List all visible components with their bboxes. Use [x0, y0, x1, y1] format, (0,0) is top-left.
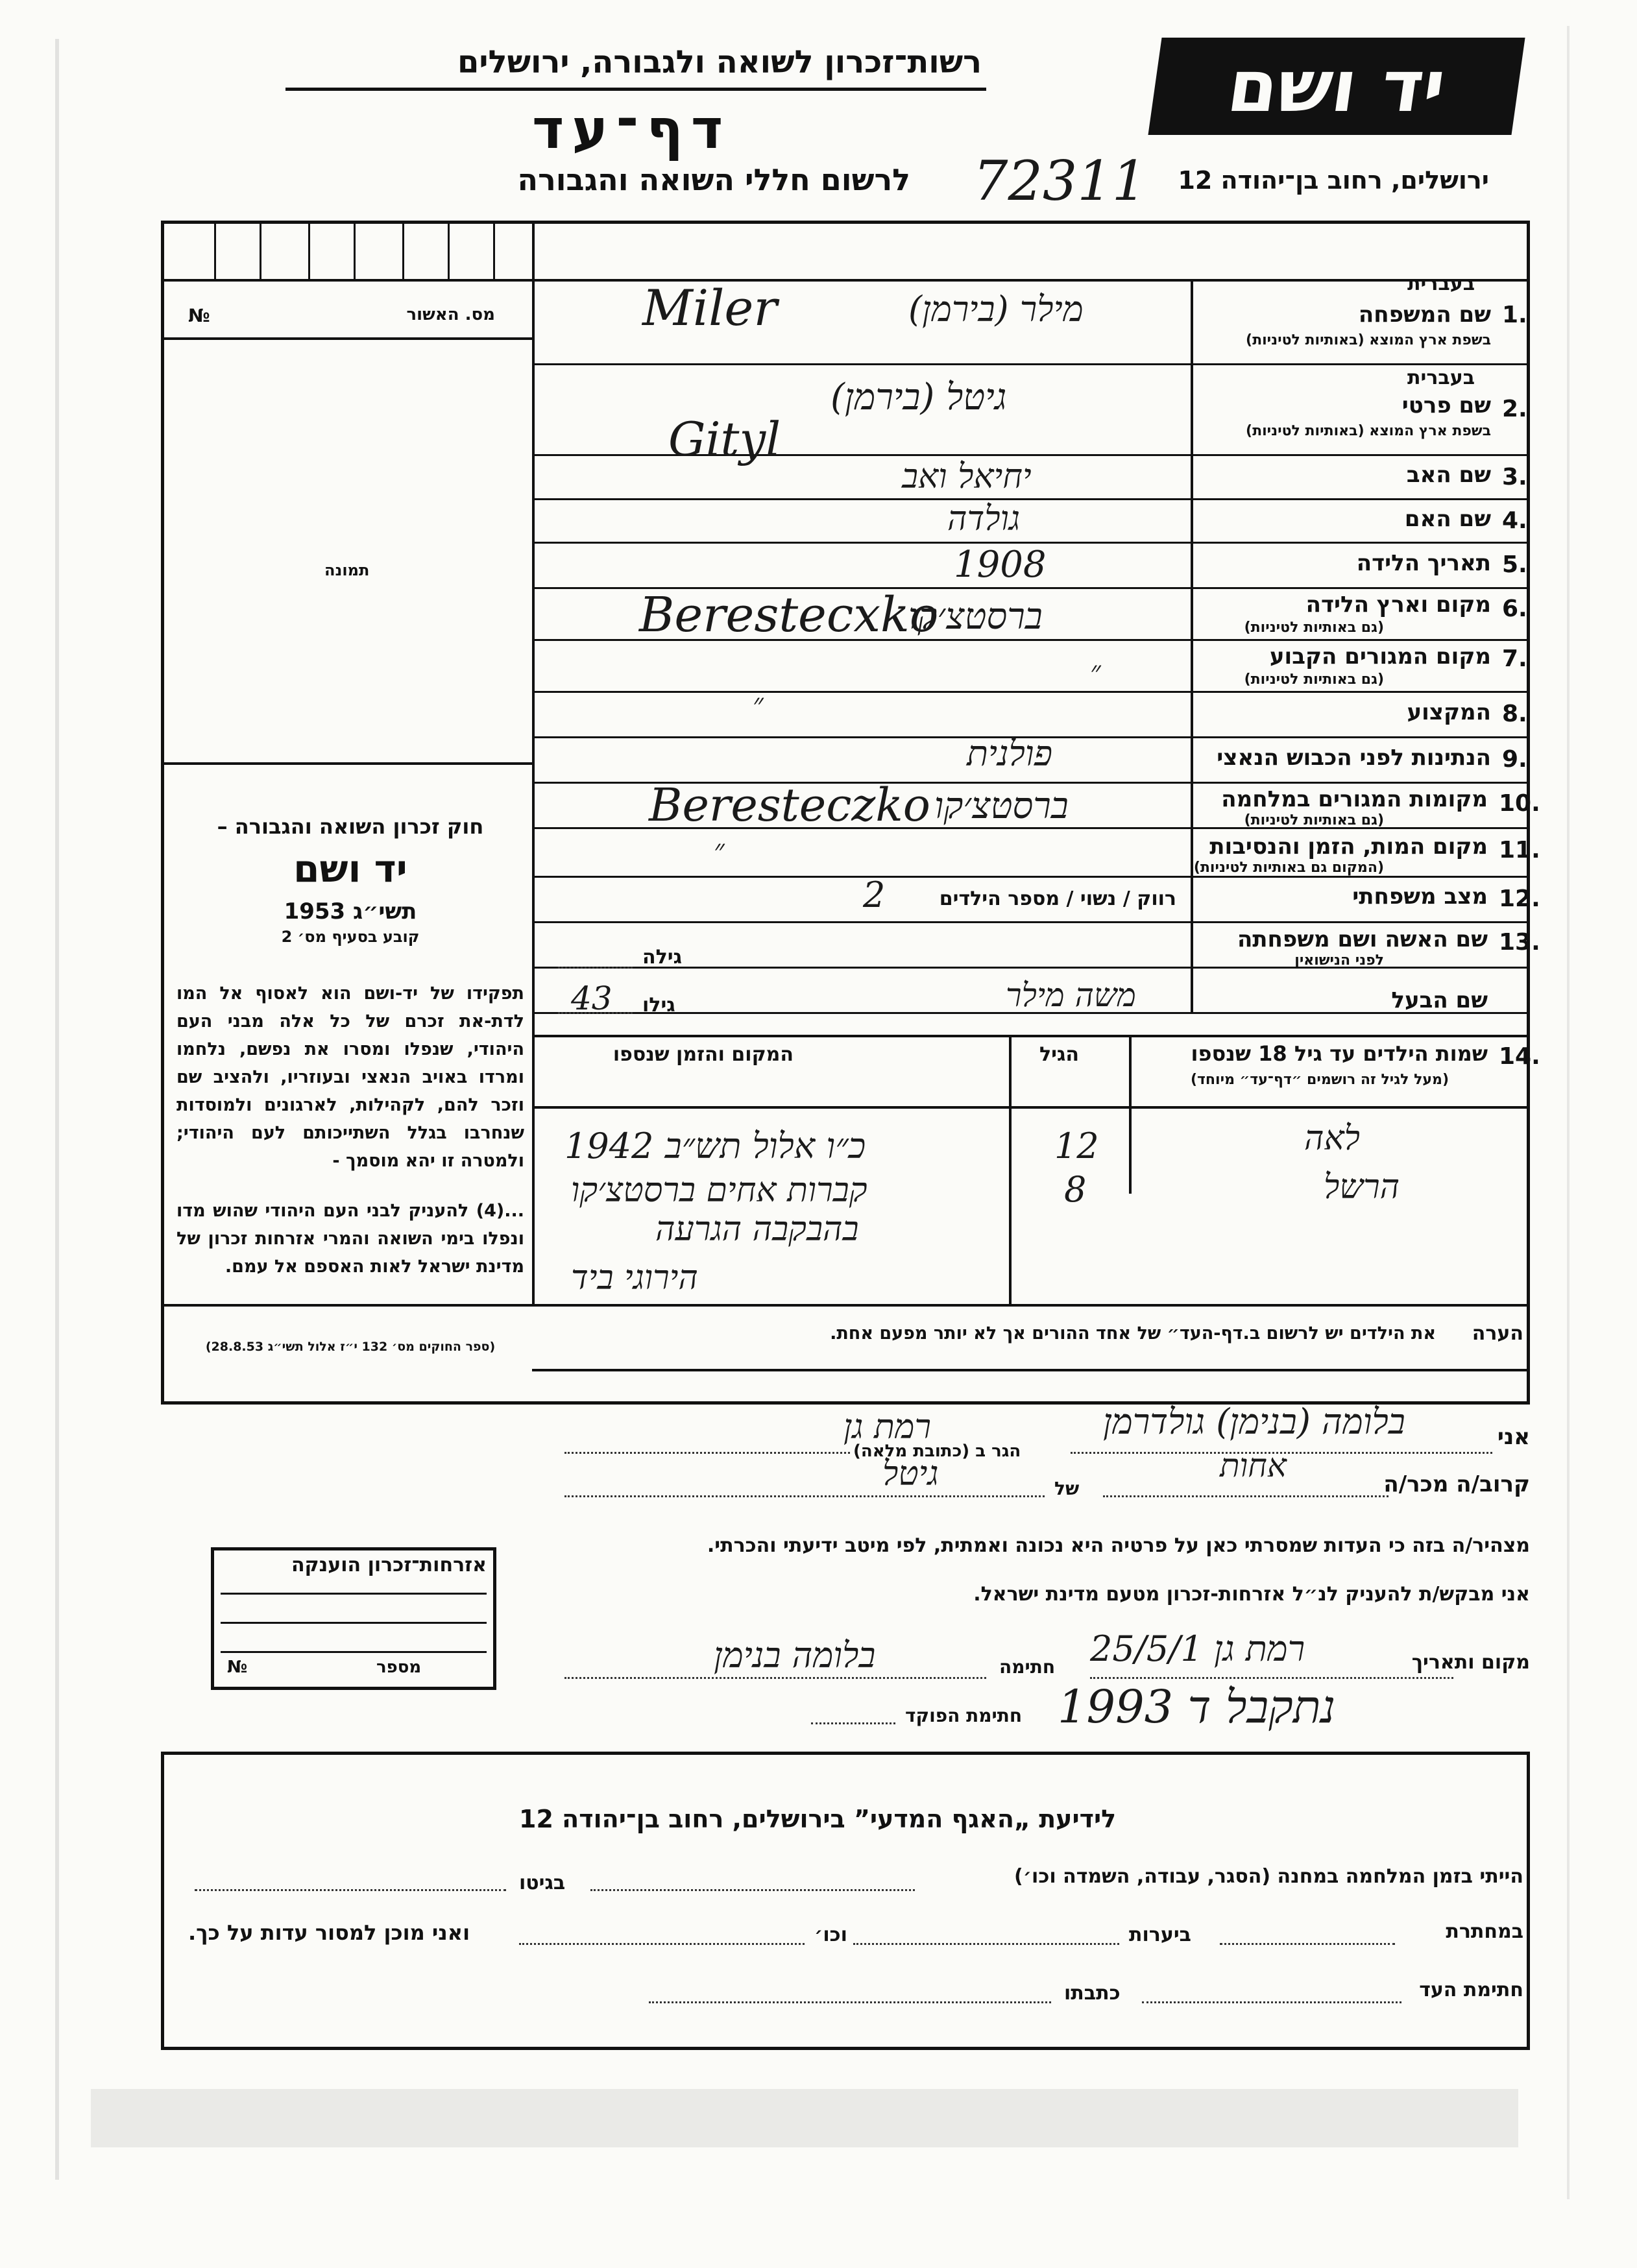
officer-signature-label: חתימת הפוקד [905, 1705, 1023, 1726]
sidebar-rule-2 [161, 762, 533, 765]
field-label: מקום המות, הזמן והנסיבות [1209, 834, 1488, 860]
field-label: תאריך הלידה [1356, 550, 1491, 576]
child-death-place: כ״ו אלול תש״ב 1942 [564, 1126, 866, 1166]
law-logo: יד ושם [293, 847, 407, 891]
address-line [564, 1452, 850, 1454]
field-label: שם האם [1404, 506, 1491, 532]
children-col-place: המקום והזמן שנספו [612, 1043, 794, 1066]
footer-address-line [649, 2001, 1051, 2003]
signature-label: חתימה [999, 1656, 1056, 1678]
field-number: 4. [1502, 507, 1527, 534]
husband-age-value: 43 [571, 980, 612, 1017]
address: ירושלים, רחוב בן־יהודה 12 [1178, 166, 1489, 195]
field-hint: (גם באותיות לטיניות) [1244, 671, 1384, 688]
children-header-rule [532, 1106, 1530, 1109]
file-no-label: מס. האשור [406, 305, 495, 324]
children-hint: (מעל לגיל זה רושמים ״דף־עד״ מיוחד) [1190, 1072, 1449, 1088]
footer-witness-signature-line [1142, 2001, 1401, 2003]
children-title: שמות הילדים עד גיל 18 שנספו [1191, 1041, 1488, 1066]
footer-underground-label: במחתרת [1446, 1920, 1523, 1943]
marital-inline-label: רווק / נשוי / מספר הילדים [939, 887, 1176, 910]
certificate-line [221, 1651, 487, 1653]
yad-vashem-logo: יד ושם [1148, 38, 1525, 135]
footer-right-rule [1527, 1752, 1530, 2050]
family-name-he-value: מילר (בירמן) [908, 289, 1084, 330]
husband-name-value: משה מילר [1006, 976, 1136, 1014]
certificate-line [221, 1593, 487, 1595]
war-residence-latin-value: Beresteczko [649, 778, 930, 832]
relation-value: אחות [1220, 1447, 1287, 1484]
of-label: של [1054, 1478, 1080, 1499]
label-column-divider [1191, 279, 1193, 1012]
residence-value: ״ [1090, 655, 1101, 688]
place-date-value: רמת גן 25/5/1 [1090, 1628, 1305, 1669]
certificate-line [221, 1622, 487, 1624]
field-number: 10. [1499, 790, 1540, 817]
birth-place-latin-value: Berestecxko [639, 587, 939, 643]
field-label: שם האב [1406, 462, 1491, 488]
sidebar-rule-1 [161, 337, 533, 340]
top-strip-rule [161, 279, 1530, 282]
citizenship-value: פולנית [967, 733, 1053, 774]
law-section: קובע בסעיף מס׳ 2 [281, 928, 420, 946]
first-name-latin-value: Gityl [668, 412, 781, 466]
certificate-number-mark: № [227, 1658, 248, 1677]
place-date-label: מקום ותאריך [1411, 1651, 1530, 1674]
footer-willing-label: ואני מוכן למסור עדות על כך. [188, 1920, 470, 1945]
declarant-name-value: בלומה (בנימן) גולדרמן [1103, 1401, 1405, 1442]
field-hint: בשפת ארץ המוצא (באותיות לטיניות) [1246, 332, 1491, 348]
address-value: רמת גן [843, 1408, 932, 1447]
law-text: תפקידו של יד-ושם הוא לאסוף אל המו לדת-את זכרם של כל אלה מבני העם היהודי, שנפלו ומסרו את נפשם, נלחמו ומרדו באויב הנאצי ובעוזריו, ולהציב שם וזכר להם, לקהילות, לארגונים ולמוסדות שנחרבו בגלל השתייכותם לעם היהודי; ולמטרה זו יהא מוסמך - [176, 983, 524, 1171]
field-number: 8. [1502, 701, 1527, 727]
of-value: גיטל [882, 1454, 939, 1493]
address-label: הגר ב (כתובת מלאה) [853, 1442, 1021, 1461]
footer-forests-label: ביערות [1129, 1924, 1191, 1946]
child-name: לאה [1304, 1119, 1360, 1158]
field-label: מקום וארץ הלידה [1305, 592, 1491, 618]
photo-label: תמונה [324, 561, 370, 579]
declaration-request: אני מבקש/ת להעניק לנ״ל אזרחות-זכרון מטעם מדינת ישראל. [973, 1583, 1530, 1606]
field-label: שם האשה ושם משפחתה [1237, 926, 1488, 952]
children-col-divider-2 [1129, 1035, 1132, 1194]
wife-age-label: גילה [642, 946, 682, 969]
field-number: 7. [1502, 645, 1527, 672]
wife-age-field [558, 967, 633, 969]
footer-ghetto-line [195, 1889, 506, 1891]
field-number: 13. [1499, 929, 1540, 956]
child-age: 12 [1054, 1126, 1099, 1166]
children-field-number: 14. [1499, 1043, 1540, 1070]
war-residence-he-value: ברסטצ׳קו [934, 785, 1069, 827]
field-number: 12. [1499, 886, 1540, 912]
signature-line [564, 1677, 986, 1679]
header-rule [285, 88, 986, 91]
field-number: 11. [1499, 837, 1540, 863]
field-number: 1. [1502, 302, 1527, 328]
of-line [564, 1495, 1045, 1497]
law-text-2: ...(4) להעניק לבני העם היהודי שהוש מדו ונפלו בימי השואה והמרי אזרחות זכרון של מדינת ישראל לאות האספם אל עמם. [176, 1201, 524, 1277]
family-name-latin-value: Miler [642, 279, 777, 337]
child-age: 8 [1064, 1169, 1087, 1210]
scan-edge-mark [55, 39, 59, 2180]
footer-camp-line [590, 1889, 915, 1891]
birth-date-value: 1908 [954, 544, 1047, 586]
field-label: מקום המגורים הקבוע [1269, 644, 1491, 670]
footer-bottom-rule [161, 2047, 1530, 2050]
relation-line [1103, 1495, 1388, 1497]
child-death-place-cont: הירוגי ביד [571, 1259, 698, 1297]
profession-value: ״ [753, 688, 764, 721]
children-col-divider-1 [1009, 1035, 1012, 1304]
footer-title: לידיעת „האגף המדעי” בירושלים, רחוב בן־יהודה 12 [519, 1805, 1117, 1833]
footer-ghetto-label: בגיטו [519, 1872, 566, 1894]
law-citation: (ספר החוקים מס׳ 132 י״ז אלול תשי״ג 28.8.53) [205, 1340, 496, 1354]
form-subtitle: לרשום חללי השואה והגבורה [517, 162, 910, 197]
footer-address-label: כתבתו [1064, 1982, 1121, 2005]
footer-camp-label: הייתי בזמן המלחמה במחנה (הסגר, עבודה, השמדה וכו׳) [1014, 1865, 1523, 1888]
relation-label: קרוב/ה מכר/ה [1383, 1471, 1530, 1497]
footer-underground-line [1220, 1943, 1395, 1945]
footer-left-rule [161, 1752, 164, 2050]
field-hint: לפני הנישואין [1294, 952, 1384, 969]
note-label: הערה [1472, 1322, 1523, 1345]
declaration-ani: אני [1497, 1424, 1530, 1450]
officer-signature-line [811, 1722, 895, 1724]
form-title: דף־עד [532, 97, 731, 161]
field-label: מקומות המגורים במלחמה [1221, 786, 1488, 812]
husband-age-label: גילו [642, 994, 675, 1017]
officer-signature-value: נתקבל ד 1993 [1058, 1680, 1336, 1733]
certificate-number-label: מספר [376, 1658, 422, 1677]
authority-title: רשות־זכרון לשואה ולגבורה, ירושלים [457, 44, 982, 80]
mother-name-value: גולדה [947, 500, 1021, 538]
children-count-value: 2 [863, 875, 886, 915]
footer-etc-label: וכו׳ [814, 1924, 847, 1946]
note-text: את הילדים יש לרשום ב.דף-העד״ של אחד ההורים אך לא יותר מפעם אחת. [830, 1323, 1436, 1344]
field-label: המקצוע [1407, 699, 1491, 725]
declaration-statement: מצהיר/ה בזה כי העדות שמסרתי כאן על פרטיה היא נכונה ואמתית, לפי מיטב ידיעתי והכרתי. [707, 1534, 1530, 1557]
signature-value: בלומה בנימן [714, 1635, 876, 1676]
place-date-line [1090, 1677, 1453, 1679]
field-label: שם הבעל [1391, 987, 1488, 1013]
children-col-age: הגיל [1039, 1043, 1079, 1066]
scan-edge-mark [1567, 26, 1570, 2199]
note-top-rule [161, 1304, 1530, 1307]
footer-witness-signature-label: חתימת העד [1419, 1979, 1523, 2001]
field-hint: (המקום גם באותיות לטיניות) [1193, 860, 1384, 876]
footer-top-rule [161, 1752, 1530, 1755]
footer-etc-line [519, 1943, 805, 1945]
field-hint: (גם באותיות לטיניות) [1244, 620, 1384, 636]
field-label: מצב משפחתי [1352, 884, 1488, 910]
first-name-he-value: גיטל (בירמן) [831, 376, 1007, 418]
father-name-value: יחיאל ואב [902, 457, 1032, 496]
note-bottom-rule [532, 1369, 1530, 1371]
form-number-handwritten: 72311 [973, 149, 1147, 213]
child-name: הרשל [1324, 1168, 1400, 1207]
death-value: ״ [714, 834, 725, 867]
field-label: הנתינות לפני הכבוש הנאצי [1217, 745, 1491, 771]
field-number: 6. [1502, 596, 1527, 622]
law-year: תשי״ג 1953 [284, 899, 417, 924]
field-number: 5. [1502, 551, 1527, 578]
field-lang-label: בעברית [1407, 367, 1475, 389]
birth-place-he-value: ברסטצ׳קו [908, 596, 1043, 638]
children-top-rule [532, 1035, 1530, 1037]
certificate-title: אזרחות־זכרון הוענקה [291, 1554, 487, 1576]
field-lang-label: בעברית [1407, 272, 1475, 295]
field-number: 2. [1502, 396, 1527, 422]
scan-bottom-noise [91, 2089, 1518, 2147]
footer-forests-line [853, 1943, 1119, 1945]
field-label: שם פרטי [1401, 392, 1491, 418]
field-hint: (גם באותיות לטיניות) [1244, 812, 1384, 828]
field-number: 3. [1502, 464, 1527, 490]
field-label: שם המשפחה [1358, 302, 1491, 328]
file-no-mark: № [188, 305, 210, 326]
husband-age-field [558, 1012, 633, 1014]
child-death-place-cont: בהבקבה הגרעה [655, 1210, 859, 1249]
child-death-place: קברות אחים ברסטצ׳קו [571, 1171, 867, 1210]
law-title: חוק זכרון השואה והגבורה – [217, 814, 484, 839]
field-number: 9. [1502, 746, 1527, 773]
field-hint: בשפת ארץ המוצא (באותיות לטיניות) [1246, 423, 1491, 439]
